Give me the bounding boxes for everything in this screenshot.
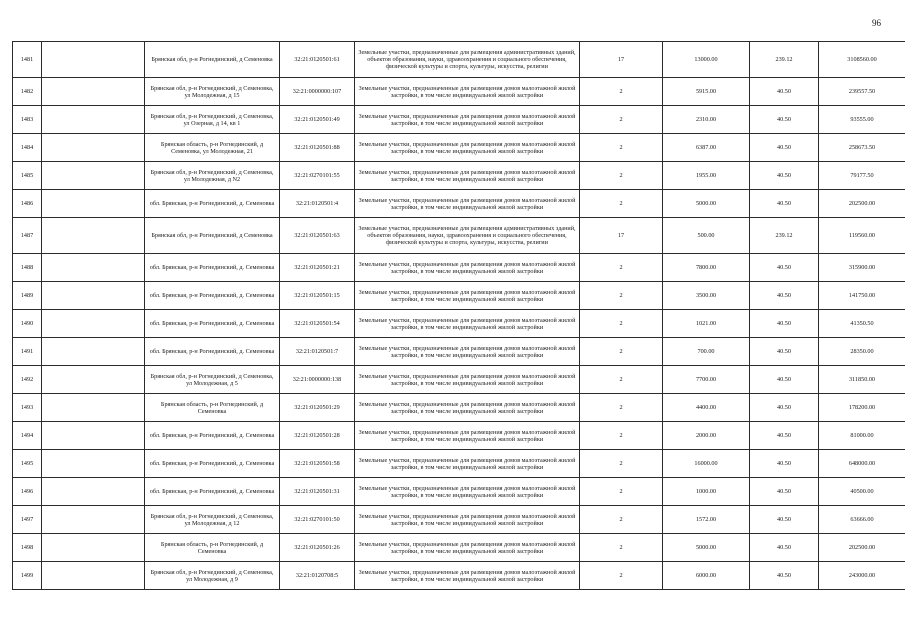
cell-empty <box>42 506 145 534</box>
cell-specific-value: 40.50 <box>750 506 819 534</box>
table-row <box>13 134 905 162</box>
cell-cadastral-value: 119560.00 <box>819 218 905 254</box>
cell-empty <box>42 534 145 562</box>
cell-area: 500.00 <box>663 218 750 254</box>
cell-cadastral-value: 28350.00 <box>819 338 905 366</box>
cell-cadastral-number: 32:21:0270101:55 <box>280 162 355 190</box>
cell-cadastral-number: 32:21:0120501:61 <box>280 42 355 78</box>
cell-use-code: 17 <box>580 42 663 78</box>
cell-cadastral-value: 3108560.00 <box>819 42 905 78</box>
cell-cadastral-number: 32:21:0120501:63 <box>280 218 355 254</box>
cell-number: 1498 <box>13 534 42 562</box>
cell-use-code: 2 <box>580 190 663 218</box>
cell-empty <box>42 162 145 190</box>
cell-number: 1494 <box>13 422 42 450</box>
cell-empty <box>42 42 145 78</box>
cell-specific-value: 40.50 <box>750 338 819 366</box>
cell-number: 1492 <box>13 366 42 394</box>
cell-specific-value: 40.50 <box>750 422 819 450</box>
cell-cadastral-number: 32:21:0120501:4 <box>280 190 355 218</box>
cell-cadastral-number: 32:21:0120501:28 <box>280 422 355 450</box>
cell-specific-value: 40.50 <box>750 450 819 478</box>
cell-use-code: 2 <box>580 366 663 394</box>
cell-empty <box>42 562 145 590</box>
cell-number: 1481 <box>13 42 42 78</box>
cell-cadastral-value: 40500.00 <box>819 478 905 506</box>
cell-use-code: 2 <box>580 106 663 134</box>
cell-address: обл. Брянская, р-н Рогнединский, д. Семеновка <box>145 422 280 450</box>
cell-cadastral-value: 258673.50 <box>819 134 905 162</box>
cell-permitted-use: Земельные участки, предназначенные для размещения домов малоэтажной жилой застройки, в том числе индивидуальной жилой застройки <box>355 562 580 590</box>
cell-empty <box>42 190 145 218</box>
table-row <box>13 534 905 562</box>
cell-number: 1499 <box>13 562 42 590</box>
cell-area: 7700.00 <box>663 366 750 394</box>
cell-permitted-use: Земельные участки, предназначенные для размещения домов малоэтажной жилой застройки, в том числе индивидуальной жилой застройки <box>355 190 580 218</box>
cell-empty <box>42 422 145 450</box>
cell-cadastral-number: 32:21:0120501:21 <box>280 254 355 282</box>
cell-number: 1483 <box>13 106 42 134</box>
cell-address: Брянская обл, р-н Рогнединский, д Семеновка, ул Молодежная, д 5 <box>145 366 280 394</box>
cell-specific-value: 40.50 <box>750 394 819 422</box>
cell-cadastral-number: 32:21:0120501:54 <box>280 310 355 338</box>
cell-permitted-use: Земельные участки, предназначенные для размещения домов малоэтажной жилой застройки, в том числе индивидуальной жилой застройки <box>355 506 580 534</box>
cell-address: Брянская обл, р-н Рогнединский, д Семеновка <box>145 218 280 254</box>
cell-specific-value: 40.50 <box>750 190 819 218</box>
cell-number: 1497 <box>13 506 42 534</box>
cell-cadastral-number: 32:21:0120501:15 <box>280 282 355 310</box>
cell-number: 1482 <box>13 78 42 106</box>
cell-use-code: 2 <box>580 562 663 590</box>
cell-address: обл. Брянская, р-н Рогнединский, д. Семеновка <box>145 190 280 218</box>
cell-permitted-use: Земельные участки, предназначенные для размещения домов малоэтажной жилой застройки, в том числе индивидуальной жилой застройки <box>355 534 580 562</box>
cell-area: 2310.00 <box>663 106 750 134</box>
cell-permitted-use: Земельные участки, предназначенные для размещения домов малоэтажной жилой застройки, в том числе индивидуальной жилой застройки <box>355 162 580 190</box>
table-row <box>13 282 905 310</box>
table-row <box>13 218 905 254</box>
cell-cadastral-value: 202500.00 <box>819 190 905 218</box>
table-row <box>13 190 905 218</box>
table-row <box>13 338 905 366</box>
cell-cadastral-number: 32:21:0120501:49 <box>280 106 355 134</box>
cell-specific-value: 40.50 <box>750 310 819 338</box>
cell-permitted-use: Земельные участки, предназначенные для размещения домов малоэтажной жилой застройки, в том числе индивидуальной жилой застройки <box>355 134 580 162</box>
cell-address: Брянская обл, р-н Рогнединский, д Семеновка, ул Молодежная, д 15 <box>145 78 280 106</box>
cell-specific-value: 40.50 <box>750 366 819 394</box>
cell-use-code: 2 <box>580 162 663 190</box>
cell-cadastral-value: 239557.50 <box>819 78 905 106</box>
cell-specific-value: 239.12 <box>750 218 819 254</box>
cell-specific-value: 40.50 <box>750 78 819 106</box>
cell-address: Брянская обл, р-н Рогнединский, д Семеновка <box>145 42 280 78</box>
cell-empty <box>42 106 145 134</box>
cell-permitted-use: Земельные участки, предназначенные для размещения домов малоэтажной жилой застройки, в том числе индивидуальной жилой застройки <box>355 282 580 310</box>
cell-area: 16000.00 <box>663 450 750 478</box>
table-row <box>13 506 905 534</box>
table-row <box>13 366 905 394</box>
cell-number: 1493 <box>13 394 42 422</box>
cell-empty <box>42 282 145 310</box>
cell-empty <box>42 254 145 282</box>
cell-permitted-use: Земельные участки, предназначенные для размещения домов малоэтажной жилой застройки, в том числе индивидуальной жилой застройки <box>355 78 580 106</box>
cell-cadastral-number: 32:21:0120501:29 <box>280 394 355 422</box>
cell-specific-value: 40.50 <box>750 534 819 562</box>
cell-permitted-use: Земельные участки, предназначенные для размещения домов малоэтажной жилой застройки, в том числе индивидуальной жилой застройки <box>355 106 580 134</box>
table-row <box>13 106 905 134</box>
cell-use-code: 2 <box>580 506 663 534</box>
cell-area: 4400.00 <box>663 394 750 422</box>
cell-address: обл. Брянская, р-н Рогнединский, д. Семеновка <box>145 478 280 506</box>
cell-use-code: 2 <box>580 338 663 366</box>
cell-area: 6387.00 <box>663 134 750 162</box>
cell-address: Брянская обл, р-н Рогнединский, д Семеновка, ул Молодежная, д 12 <box>145 506 280 534</box>
cell-area: 1021.00 <box>663 310 750 338</box>
cell-address: Брянская область, р-н Рогнединский, д Семеновка, ул Молодежная, 21 <box>145 134 280 162</box>
cell-address: обл. Брянская, р-н Рогнединский, д. Семеновка <box>145 282 280 310</box>
cell-use-code: 2 <box>580 422 663 450</box>
cell-permitted-use: Земельные участки, предназначенные для размещения домов малоэтажной жилой застройки, в том числе индивидуальной жилой застройки <box>355 394 580 422</box>
cell-area: 1572.00 <box>663 506 750 534</box>
cell-specific-value: 239.12 <box>750 42 819 78</box>
cell-empty <box>42 78 145 106</box>
cell-area: 1000.00 <box>663 478 750 506</box>
cell-cadastral-number: 32:21:0000000:107 <box>280 78 355 106</box>
cell-use-code: 2 <box>580 534 663 562</box>
cell-specific-value: 40.50 <box>750 106 819 134</box>
cell-number: 1489 <box>13 282 42 310</box>
cell-number: 1487 <box>13 218 42 254</box>
cell-area: 2000.00 <box>663 422 750 450</box>
cell-use-code: 2 <box>580 394 663 422</box>
cell-empty <box>42 338 145 366</box>
land-plots-table <box>12 41 905 590</box>
cell-cadastral-number: 32:21:0270101:50 <box>280 506 355 534</box>
table-row <box>13 562 905 590</box>
cell-address: Брянская обл, р-н Рогнединский, д Семеновка, ул Озерная, д 14, кв 1 <box>145 106 280 134</box>
cell-area: 5000.00 <box>663 190 750 218</box>
cell-area: 5915.00 <box>663 78 750 106</box>
cell-area: 1955.00 <box>663 162 750 190</box>
cell-cadastral-value: 243000.00 <box>819 562 905 590</box>
cell-specific-value: 40.50 <box>750 134 819 162</box>
cell-empty <box>42 366 145 394</box>
cell-specific-value: 40.50 <box>750 254 819 282</box>
cell-area: 7800.00 <box>663 254 750 282</box>
cell-cadastral-value: 141750.00 <box>819 282 905 310</box>
cell-specific-value: 40.50 <box>750 562 819 590</box>
cell-specific-value: 40.50 <box>750 162 819 190</box>
cell-empty <box>42 450 145 478</box>
cell-cadastral-value: 648000.00 <box>819 450 905 478</box>
cell-number: 1496 <box>13 478 42 506</box>
cell-cadastral-value: 79177.50 <box>819 162 905 190</box>
table-row <box>13 254 905 282</box>
cell-permitted-use: Земельные участки, предназначенные для размещения домов малоэтажной жилой застройки, в том числе индивидуальной жилой застройки <box>355 478 580 506</box>
cell-area: 3500.00 <box>663 282 750 310</box>
table-row <box>13 78 905 106</box>
cell-permitted-use: Земельные участки, предназначенные для размещения административных зданий, объектов образования, науки, здравоохранения и социального обеспечения, физической культуры и спорта, культуры, искусства, религии <box>355 42 580 78</box>
cell-cadastral-number: 32:21:0120501:58 <box>280 450 355 478</box>
cell-use-code: 2 <box>580 254 663 282</box>
cell-permitted-use: Земельные участки, предназначенные для размещения домов малоэтажной жилой застройки, в том числе индивидуальной жилой застройки <box>355 422 580 450</box>
cell-empty <box>42 310 145 338</box>
cell-permitted-use: Земельные участки, предназначенные для размещения домов малоэтажной жилой застройки, в том числе индивидуальной жилой застройки <box>355 366 580 394</box>
cell-specific-value: 40.50 <box>750 478 819 506</box>
cell-address: обл. Брянская, р-н Рогнединский, д. Семеновка <box>145 450 280 478</box>
cell-number: 1485 <box>13 162 42 190</box>
cell-permitted-use: Земельные участки, предназначенные для размещения административных зданий, объектов образования, науки, здравоохранения и социального обеспечения, физической культуры и спорта, культуры, искусства, религии <box>355 218 580 254</box>
cell-area: 5000.00 <box>663 534 750 562</box>
cell-cadastral-value: 202500.00 <box>819 534 905 562</box>
table-row <box>13 42 905 78</box>
cell-address: Брянская область, р-н Рогнединский, д Семеновка <box>145 534 280 562</box>
cell-permitted-use: Земельные участки, предназначенные для размещения домов малоэтажной жилой застройки, в том числе индивидуальной жилой застройки <box>355 254 580 282</box>
cell-address: Брянская обл, р-н Рогнединский, д Семеновка, ул Молодежная, д N2 <box>145 162 280 190</box>
cell-specific-value: 40.50 <box>750 282 819 310</box>
cell-address: обл. Брянская, р-н Рогнединский, д. Семеновка <box>145 310 280 338</box>
cell-address: обл. Брянская, р-н Рогнединский, д. Семеновка <box>145 338 280 366</box>
cell-cadastral-number: 32:21:0120501:26 <box>280 534 355 562</box>
cell-cadastral-value: 81000.00 <box>819 422 905 450</box>
cell-cadastral-value: 315900.00 <box>819 254 905 282</box>
cell-address: обл. Брянская, р-н Рогнединский, д. Семеновка <box>145 254 280 282</box>
table-row <box>13 310 905 338</box>
table-row <box>13 422 905 450</box>
cell-cadastral-number: 32:21:0120501:31 <box>280 478 355 506</box>
table-row <box>13 450 905 478</box>
cell-empty <box>42 218 145 254</box>
cell-number: 1486 <box>13 190 42 218</box>
cell-cadastral-value: 63666.00 <box>819 506 905 534</box>
cell-area: 700.00 <box>663 338 750 366</box>
cell-use-code: 2 <box>580 134 663 162</box>
cell-cadastral-value: 311850.00 <box>819 366 905 394</box>
cell-use-code: 2 <box>580 282 663 310</box>
page-number: 96 <box>872 18 881 28</box>
cell-cadastral-value: 93555.00 <box>819 106 905 134</box>
cell-permitted-use: Земельные участки, предназначенные для размещения домов малоэтажной жилой застройки, в том числе индивидуальной жилой застройки <box>355 450 580 478</box>
cell-cadastral-value: 41350.50 <box>819 310 905 338</box>
cell-number: 1484 <box>13 134 42 162</box>
table-row <box>13 478 905 506</box>
cell-empty <box>42 394 145 422</box>
cell-area: 6000.00 <box>663 562 750 590</box>
cell-cadastral-number: 32:21:0120501:88 <box>280 134 355 162</box>
cell-empty <box>42 478 145 506</box>
cell-number: 1488 <box>13 254 42 282</box>
cell-address: Брянская область, р-н Рогнединский, д Семеновка <box>145 394 280 422</box>
cell-cadastral-value: 178200.00 <box>819 394 905 422</box>
cell-address: Брянская обл, р-н Рогнединский, д Семеновка, ул Молодежная, д 9 <box>145 562 280 590</box>
table-row <box>13 162 905 190</box>
cell-use-code: 2 <box>580 310 663 338</box>
cell-use-code: 17 <box>580 218 663 254</box>
cell-use-code: 2 <box>580 450 663 478</box>
cell-permitted-use: Земельные участки, предназначенные для размещения домов малоэтажной жилой застройки, в том числе индивидуальной жилой застройки <box>355 310 580 338</box>
cell-area: 13000.00 <box>663 42 750 78</box>
cell-use-code: 2 <box>580 78 663 106</box>
table-row <box>13 394 905 422</box>
table-body <box>13 42 905 590</box>
cell-use-code: 2 <box>580 478 663 506</box>
cell-number: 1490 <box>13 310 42 338</box>
cell-number: 1495 <box>13 450 42 478</box>
cell-permitted-use: Земельные участки, предназначенные для размещения домов малоэтажной жилой застройки, в том числе индивидуальной жилой застройки <box>355 338 580 366</box>
cell-cadastral-number: 32:21:0120501:7 <box>280 338 355 366</box>
cell-cadastral-number: 32:21:0120708:5 <box>280 562 355 590</box>
cell-cadastral-number: 32:21:0000000:138 <box>280 366 355 394</box>
cell-empty <box>42 134 145 162</box>
cell-number: 1491 <box>13 338 42 366</box>
